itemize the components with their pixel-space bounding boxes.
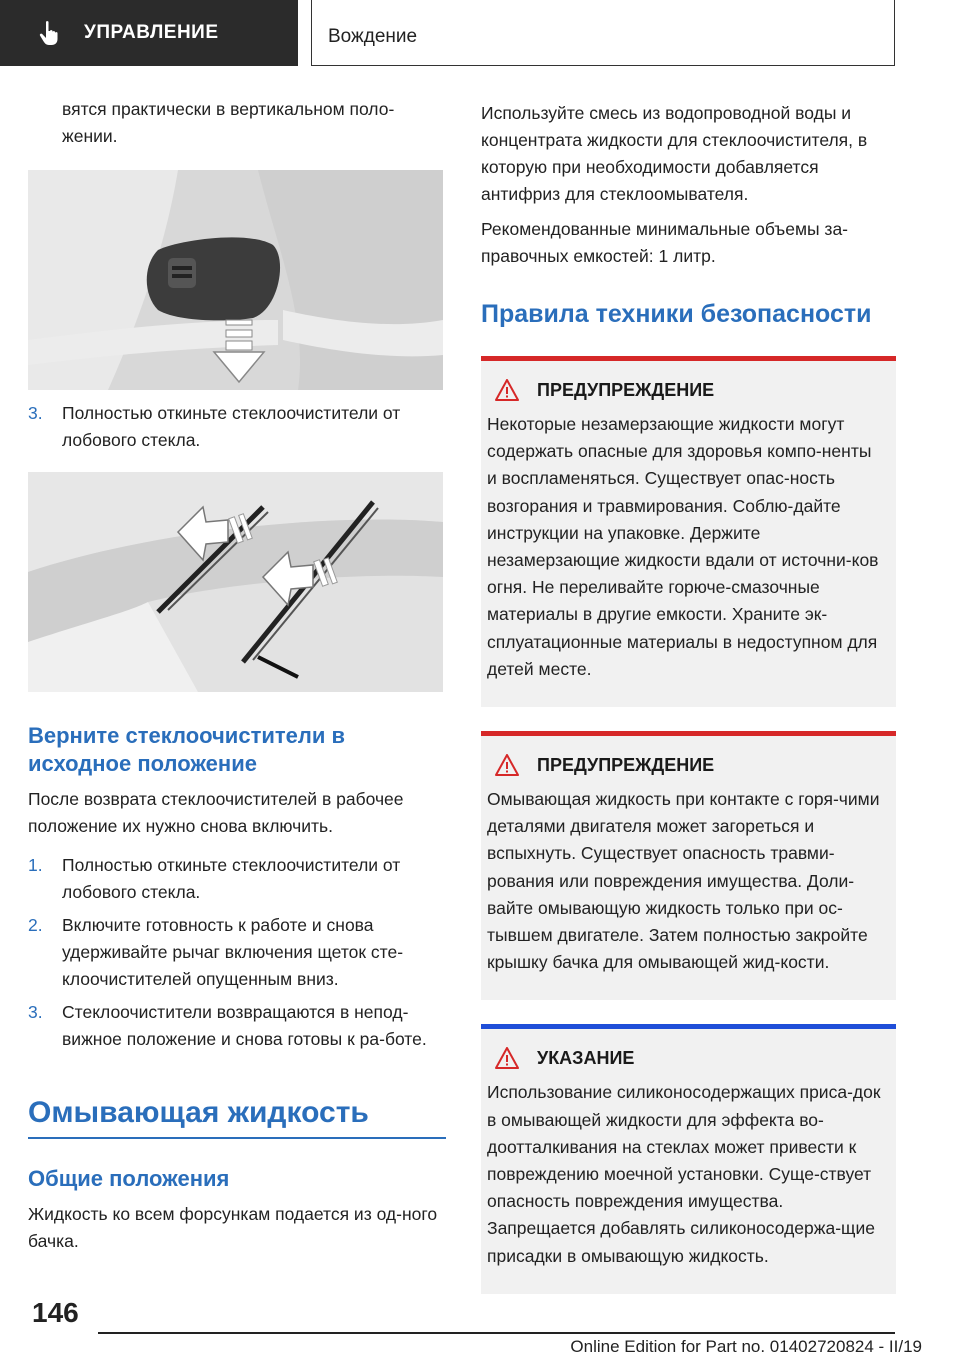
step-2 xyxy=(28,912,446,993)
general-paragraph: Жидкость ко всем форсункам подается из од-ного бачка. xyxy=(28,1204,438,1251)
chapter-tab[interactable] xyxy=(0,0,298,66)
intro-paragraph: вятся практически в вертикальном поло-жении. xyxy=(62,99,395,146)
return-wipers-paragraph: После возврата стеклоочистителей в рабочее положение их нужно снова включить. xyxy=(28,789,404,836)
chapter-tab-label: УПРАВЛЕНИЕ xyxy=(84,22,219,43)
warning-triangle-icon xyxy=(495,754,519,776)
warning-text: Омывающая жидкость при контакте с горя-чими деталями двигателя может загореться и вспыхнуть. Существует опасность травми-рования или повреждения имущества. Доли-вайте омывающую жидкость только при ос-тывшем двигателе. Затем полностью закройте крышку бачка для омывающей жид-кости. xyxy=(487,789,880,973)
section-title-box xyxy=(311,0,895,66)
step-number: 2. xyxy=(28,915,43,935)
step-3 xyxy=(28,999,446,1053)
warning-text: Некоторые незамерзающие жидкости могут содержать опасные для здоровья компо-ненты и воспламеняться. Существует опас-ность возгорания и травмирования. Соблю-дайте инструкции на упаковке. Держите незамерзающие жидкости вдали от источни-ков огня. Не переливайте горюче-смазочные материалы в другие емкости. Храните эк-сплуатационные материалы в недоступном для детей месте. xyxy=(487,414,879,679)
step-text: Полностью откиньте стеклоочистители от лобового стекла. xyxy=(62,403,401,450)
warning-triangle-icon xyxy=(495,379,519,401)
step-number: 1. xyxy=(28,855,43,875)
warning-box-2 xyxy=(481,731,896,1000)
note-box xyxy=(481,1024,896,1293)
warning-title xyxy=(487,754,886,776)
heading-rule xyxy=(28,1137,446,1139)
general-heading: Общие положения xyxy=(28,1166,230,1191)
warning-title xyxy=(487,379,886,401)
footer-rule xyxy=(98,1332,895,1334)
page-number: 146 xyxy=(32,1297,79,1328)
warning-title-text: ПРЕДУПРЕЖДЕНИЕ xyxy=(537,754,715,775)
note-title-text: УКАЗАНИЕ xyxy=(537,1047,635,1068)
safety-heading: Правила техники безопасности xyxy=(481,300,872,328)
washer-fluid-heading: Омывающая жидкость xyxy=(28,1096,369,1129)
warning-box-1 xyxy=(481,356,896,707)
wiper-position-figure xyxy=(28,170,443,390)
step-text: Включите готовность к работе и снова удерживайте рычаг включения щеток сте-клоочистителей опущенным вниз. xyxy=(62,915,404,989)
return-wipers-heading: Верните стеклоочистители в исходное положение xyxy=(28,723,346,776)
section-title: Вождение xyxy=(328,26,418,47)
warning-triangle-icon xyxy=(495,1047,519,1069)
windshield-wipers-figure xyxy=(28,472,443,692)
step-1 xyxy=(28,852,446,906)
note-title xyxy=(487,1047,886,1069)
note-text: Использование силиконосодержащих приса-док в омывающей жидкости для эффекта во-доотталкивания на стеклах может привести к повреждению моечной установки. Суще-ствует опасность повреждения имущества. Запрещается добавлять силиконосодержа-щие присадки в омывающую жидкость. xyxy=(487,1082,881,1266)
step-text: Стеклоочистители возвращаются в непод-вижное положение и снова готовы к ра-боте. xyxy=(62,1002,427,1049)
edition-text: Online Edition for Part no. 01402720824 - II/19 xyxy=(570,1337,922,1356)
step-text: Полностью откиньте стеклоочистители от лобового стекла. xyxy=(62,855,401,902)
step-fold-wipers-a xyxy=(28,400,446,454)
volume-paragraph: Рекомендованные минимальные объемы за-правочных емкостей: 1 литр. xyxy=(481,219,849,266)
page-header xyxy=(0,0,960,66)
mix-paragraph: Используйте смесь из водопроводной воды и концентрата жидкости для стеклоочистителя, в которую при необходимости добавляется антифриз для стеклоомывателя. xyxy=(481,103,868,204)
left-column xyxy=(28,96,446,1255)
hand-pointer-icon xyxy=(38,20,62,46)
step-number: 3. xyxy=(28,1002,43,1022)
step-number: 3. xyxy=(28,403,43,423)
warning-title-text: ПРЕДУПРЕЖДЕНИЕ xyxy=(537,379,715,400)
right-column xyxy=(481,100,896,1294)
